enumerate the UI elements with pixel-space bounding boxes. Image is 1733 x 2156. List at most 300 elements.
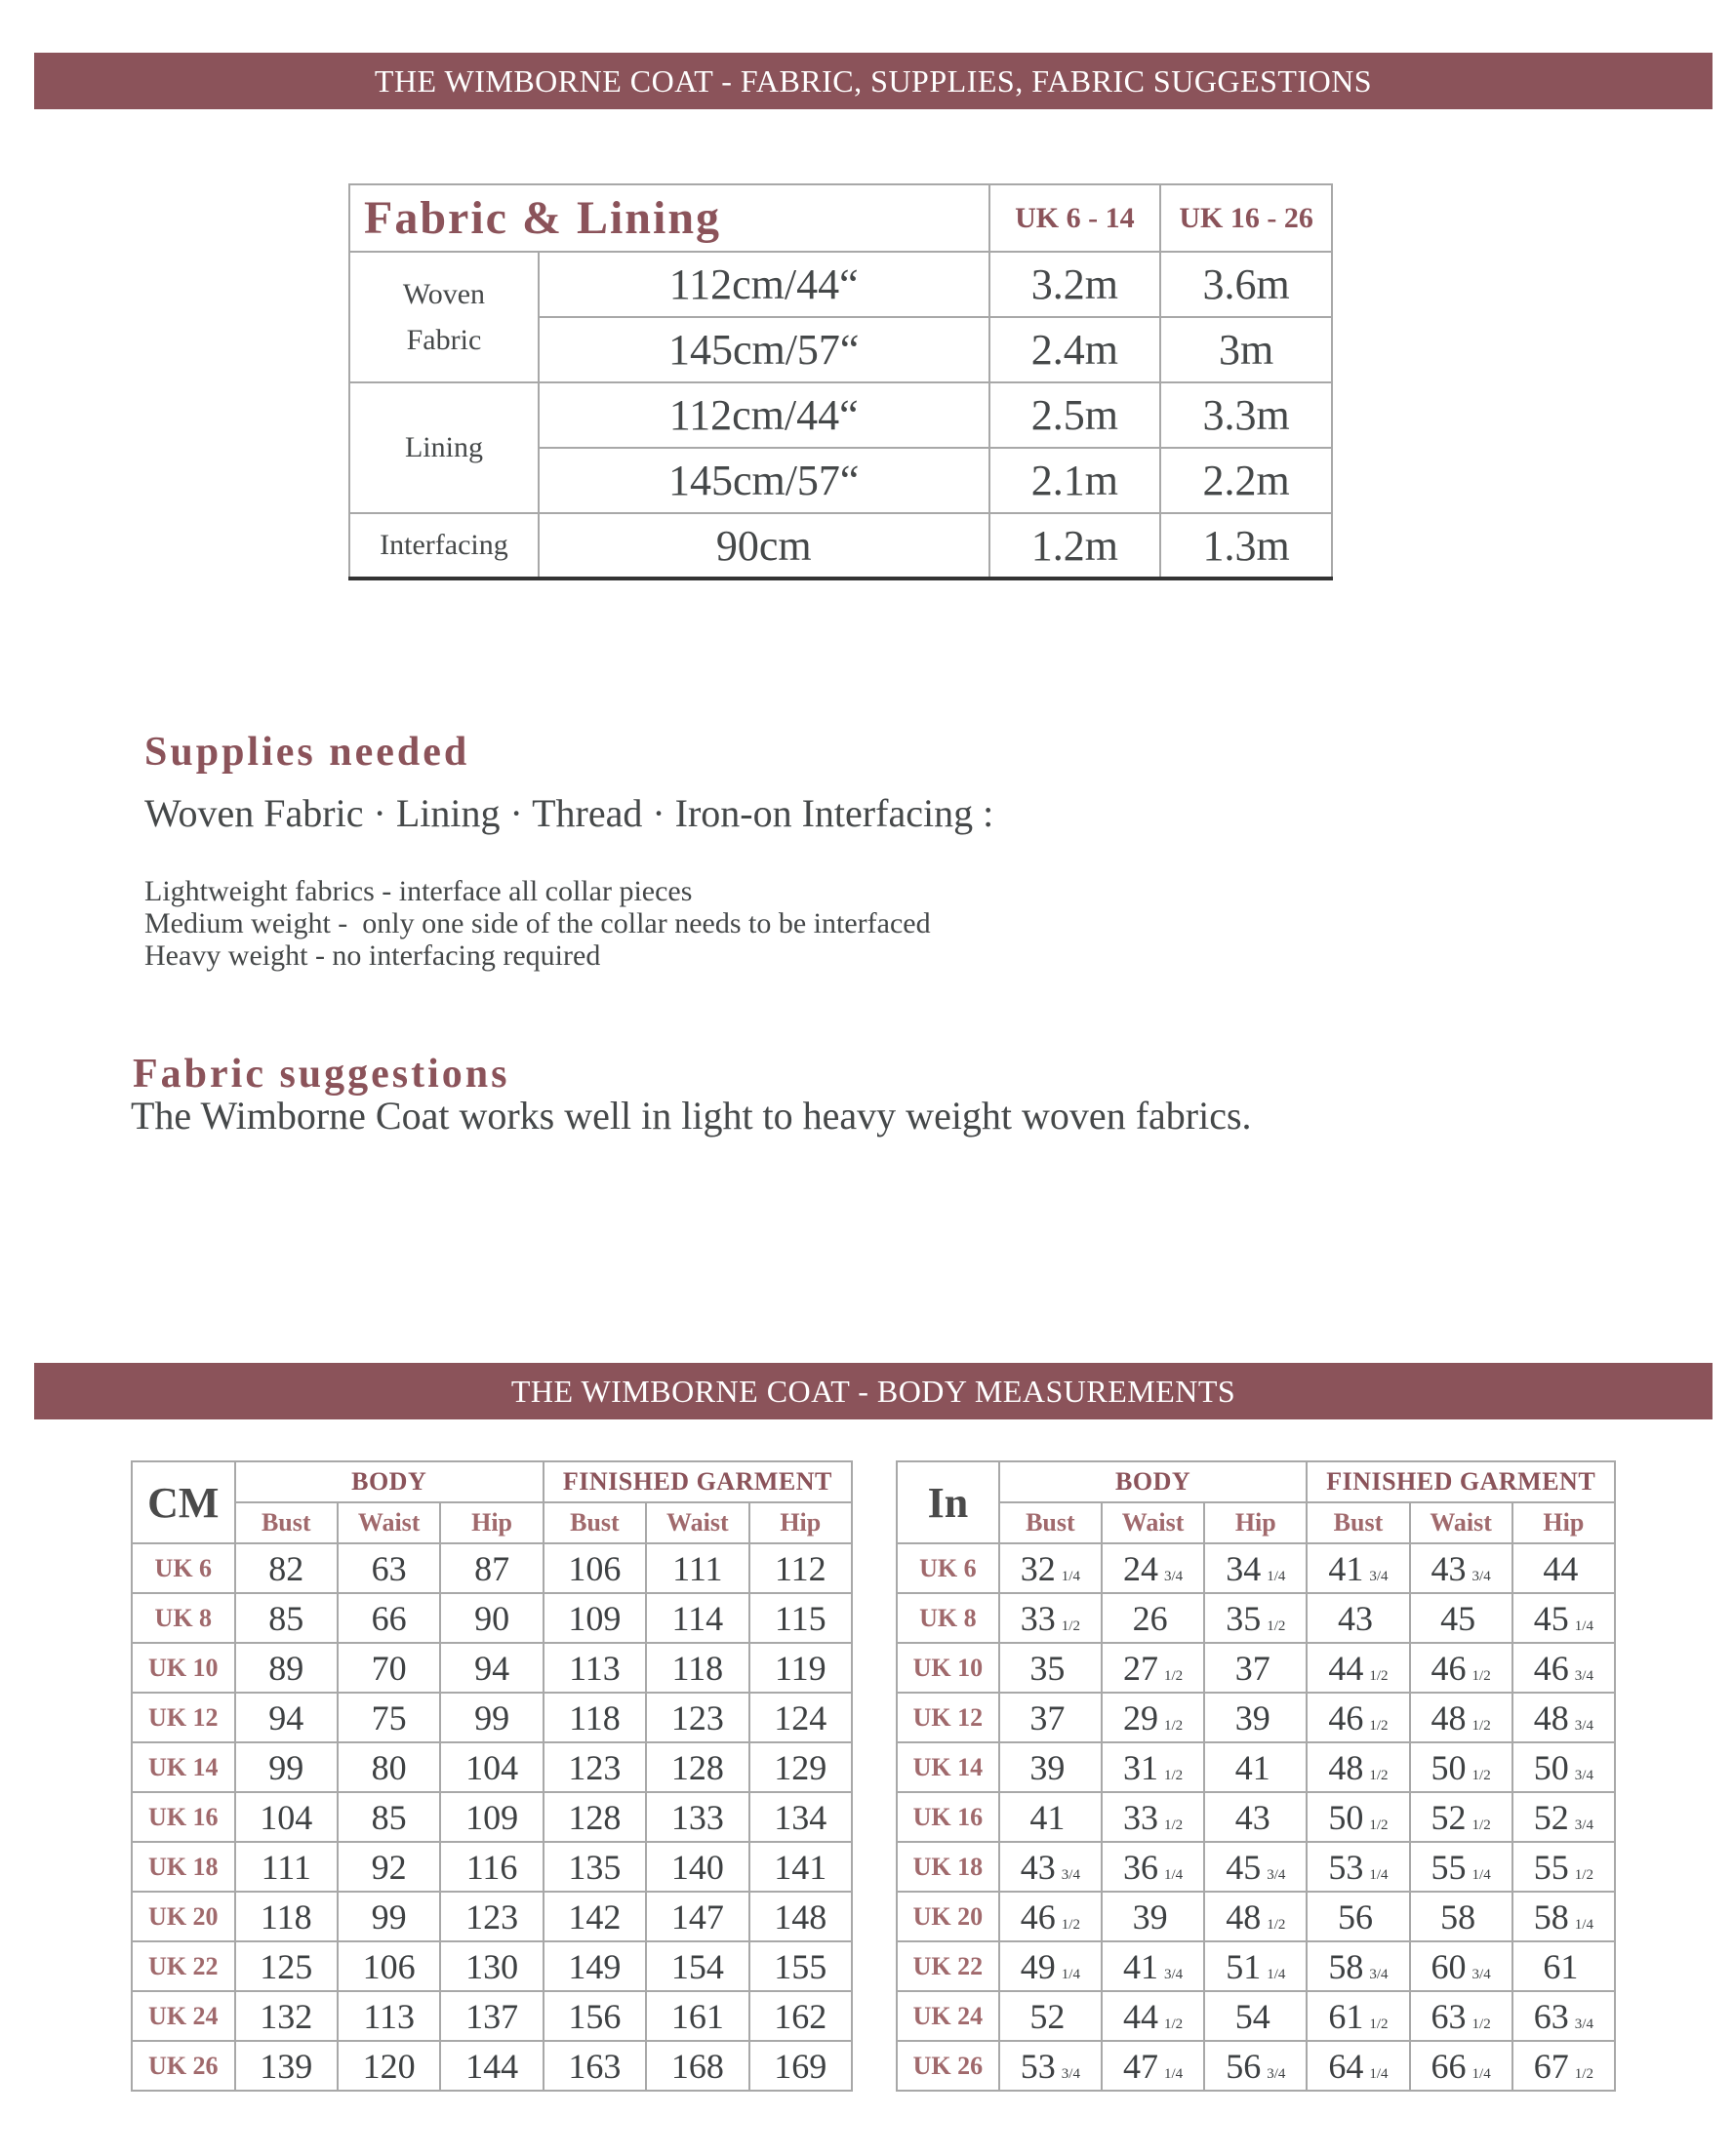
column-header: Waist (646, 1502, 748, 1543)
measurement-whole: 43 (1431, 1548, 1467, 1588)
size-label: UK 6 (132, 1543, 235, 1593)
measurement-cell (1512, 1842, 1615, 1892)
column-header: Bust (999, 1502, 1102, 1543)
measurement-cell (1102, 1593, 1204, 1643)
group-header-body: BODY (999, 1461, 1308, 1502)
measurement-fraction: 3/4 (1369, 1966, 1389, 1982)
measurement-fraction: 3/4 (1471, 1568, 1491, 1584)
interfacing-note: Heavy weight - no interfacing required (144, 939, 601, 972)
measurement-cell (1102, 2041, 1204, 2091)
measurement-cell (1307, 1892, 1409, 1941)
measurement-cell (1102, 1543, 1204, 1593)
measurement-whole: 47 (1122, 2046, 1158, 2086)
measurement-fraction: 1/2 (1574, 1866, 1593, 1883)
measurement-cell: 104 (235, 1792, 338, 1842)
measurement-whole: 41 (1029, 1797, 1066, 1837)
measurement-fraction: 1/2 (1163, 1667, 1184, 1684)
measurement-cell (1307, 1543, 1409, 1593)
measurement-whole: 36 (1122, 1847, 1158, 1887)
measurement-cell: 113 (338, 1991, 440, 2041)
measurement-cell (1410, 1991, 1512, 2041)
measurement-whole: 49 (1020, 1946, 1056, 1986)
measurement-cell: 119 (749, 1643, 852, 1693)
measurement-cell (1102, 1792, 1204, 1842)
measurement-cell (999, 1842, 1102, 1892)
size-label: UK 6 (897, 1543, 999, 1593)
column-header: Bust (1307, 1502, 1409, 1543)
measurement-cell (1204, 1543, 1307, 1593)
measurement-cell (1307, 1593, 1409, 1643)
size-label: UK 18 (897, 1842, 999, 1892)
measurement-whole: 37 (1029, 1697, 1066, 1737)
quantity-small: 1.2m (989, 513, 1161, 579)
measurement-cell: 89 (235, 1643, 338, 1693)
measurement-fraction: 3/4 (1574, 1667, 1593, 1684)
measurement-fraction: 1/4 (1471, 1866, 1491, 1883)
fabric-table-header-row (349, 184, 1332, 252)
measurement-whole: 52 (1029, 1996, 1066, 2036)
table-row (349, 513, 1332, 579)
measurement-fraction: 1/2 (1471, 1717, 1491, 1734)
measurement-cell: 94 (235, 1693, 338, 1742)
column-header: Waist (1102, 1502, 1204, 1543)
measurement-cell (1102, 1892, 1204, 1941)
measurement-cell (1204, 1693, 1307, 1742)
group-header-row (897, 1461, 1615, 1502)
table-row (897, 1892, 1615, 1941)
measurement-cell (999, 1941, 1102, 1991)
table-row (897, 1593, 1615, 1643)
measurement-cell (1512, 1593, 1615, 1643)
measurement-whole: 34 (1226, 1548, 1262, 1588)
measurement-whole: 32 (1020, 1548, 1056, 1588)
measurement-fraction: 3/4 (1267, 2065, 1286, 2082)
size-label: UK 14 (132, 1742, 235, 1792)
table-row (132, 1643, 852, 1693)
measurement-cell (1204, 1892, 1307, 1941)
group-header-row (132, 1461, 852, 1502)
measurement-whole: 46 (1020, 1896, 1056, 1936)
measurement-cell: 140 (646, 1842, 748, 1892)
measurement-whole: 33 (1020, 1598, 1056, 1638)
group-header-finished: FINISHED GARMENT (1307, 1461, 1615, 1502)
measurement-whole: 33 (1122, 1797, 1158, 1837)
measurement-cell: 82 (235, 1543, 338, 1593)
measurement-whole: 60 (1431, 1946, 1467, 1986)
measurement-cell (1204, 1842, 1307, 1892)
measurement-whole: 61 (1328, 1996, 1364, 2036)
size-label: UK 14 (897, 1742, 999, 1792)
table-row (132, 1991, 852, 2041)
measurement-whole: 45 (1226, 1847, 1262, 1887)
size-label: UK 18 (132, 1842, 235, 1892)
measurement-cell (1410, 1892, 1512, 1941)
measurement-fraction: 1/2 (1471, 1817, 1491, 1833)
measurement-fraction: 1/2 (1369, 1817, 1389, 1833)
column-header: Hip (749, 1502, 852, 1543)
measurement-cell: 66 (338, 1593, 440, 1643)
measurement-whole: 61 (1543, 1946, 1579, 1986)
measurement-cell (1204, 2041, 1307, 2091)
size-label: UK 16 (897, 1792, 999, 1842)
measurement-fraction: 1/4 (1369, 1866, 1389, 1883)
measurement-cell (1102, 1991, 1204, 2041)
measurement-whole: 24 (1122, 1548, 1158, 1588)
measurement-cell (999, 1643, 1102, 1693)
quantity-small: 3.2m (989, 252, 1161, 317)
size-label: UK 8 (897, 1593, 999, 1643)
measurement-fraction: 1/4 (1574, 1617, 1593, 1634)
measurement-whole: 39 (1234, 1697, 1270, 1737)
measurement-cell: 114 (646, 1593, 748, 1643)
measurement-cell: 124 (749, 1693, 852, 1742)
measurement-cell (999, 1693, 1102, 1742)
measurement-cell (1410, 1543, 1512, 1593)
column-header: Hip (1512, 1502, 1615, 1543)
measurement-cell: 75 (338, 1693, 440, 1742)
unit-label: In (897, 1461, 999, 1543)
measurement-cell (1410, 1842, 1512, 1892)
measurement-cell: 111 (235, 1842, 338, 1892)
supplies-heading: Supplies needed (144, 730, 470, 775)
measurement-whole: 64 (1328, 2046, 1364, 2086)
measurement-fraction: 1/4 (1061, 1966, 1080, 1982)
measurement-cell: 99 (338, 1892, 440, 1941)
table-row (897, 1643, 1615, 1693)
measurement-cell: 148 (749, 1892, 852, 1941)
measurement-cell: 128 (646, 1742, 748, 1792)
column-header-row (897, 1502, 1615, 1543)
measurement-cell: 135 (544, 1842, 646, 1892)
size-label: UK 8 (132, 1593, 235, 1643)
measurement-cell: 125 (235, 1941, 338, 1991)
measurement-cell (999, 1742, 1102, 1792)
measurement-whole: 43 (1020, 1847, 1056, 1887)
measurement-cell: 118 (544, 1693, 646, 1742)
table-row (132, 1593, 852, 1643)
measurement-cell (1204, 1991, 1307, 2041)
measurement-whole: 46 (1431, 1648, 1467, 1688)
measurements-table-inches (896, 1460, 1616, 2092)
measurement-whole: 44 (1122, 1996, 1158, 2036)
measurement-cell (999, 1792, 1102, 1842)
measurement-cell: 137 (440, 1991, 543, 2041)
measurement-whole: 43 (1337, 1598, 1373, 1638)
table-row (897, 1543, 1615, 1593)
measurement-cell (1410, 1593, 1512, 1643)
measurement-whole: 27 (1122, 1648, 1158, 1688)
measurement-cell: 161 (646, 1991, 748, 2041)
measurement-fraction: 1/2 (1471, 1767, 1491, 1783)
measurement-whole: 44 (1543, 1548, 1579, 1588)
measurement-cell: 128 (544, 1792, 646, 1842)
fabric-lining-table (348, 183, 1333, 580)
measurement-cell (999, 1991, 1102, 2041)
measurement-cell (1204, 1593, 1307, 1643)
quantity-small: 2.1m (989, 448, 1161, 513)
measurement-whole: 35 (1226, 1598, 1262, 1638)
measurement-whole: 58 (1440, 1896, 1476, 1936)
measurement-cell: 99 (440, 1693, 543, 1742)
measurement-whole: 58 (1533, 1896, 1569, 1936)
measurement-cell (1307, 1742, 1409, 1792)
measurement-whole: 67 (1533, 2046, 1569, 2086)
size-label: UK 16 (132, 1792, 235, 1842)
measurement-cell: 104 (440, 1742, 543, 1792)
measurement-cell: 118 (646, 1643, 748, 1693)
measurement-cell (1307, 1991, 1409, 2041)
measurement-whole: 46 (1328, 1697, 1364, 1737)
column-header: Waist (338, 1502, 440, 1543)
measurement-cell (1102, 1643, 1204, 1693)
measurement-cell: 113 (544, 1643, 646, 1693)
measurement-whole: 56 (1337, 1896, 1373, 1936)
measurement-cell (1410, 1643, 1512, 1693)
measurement-whole: 53 (1020, 2046, 1056, 2086)
size-header-large: UK 16 - 26 (1160, 184, 1332, 252)
table-row (897, 1991, 1615, 2041)
size-label: UK 10 (897, 1643, 999, 1693)
measurement-fraction: 1/2 (1163, 2016, 1184, 2032)
quantity-large: 3.3m (1160, 382, 1332, 448)
fabric-width: 145cm/57“ (539, 448, 989, 513)
measurement-cell (1307, 1643, 1409, 1693)
measurement-whole: 51 (1226, 1946, 1262, 1986)
measurement-cell: 85 (338, 1792, 440, 1842)
measurement-fraction: 3/4 (1574, 1717, 1593, 1734)
measurement-cell: 116 (440, 1842, 543, 1892)
size-label: UK 22 (132, 1941, 235, 1991)
measurement-whole: 50 (1328, 1797, 1364, 1837)
fabric-suggestions-heading: Fabric suggestions (133, 1052, 510, 1097)
quantity-small: 2.5m (989, 382, 1161, 448)
size-label: UK 20 (132, 1892, 235, 1941)
measurement-cell (1512, 1792, 1615, 1842)
table-row (132, 1842, 852, 1892)
measurement-fraction: 1/2 (1471, 2016, 1491, 2032)
measurement-fraction: 1/4 (1163, 1866, 1184, 1883)
measurement-fraction: 1/2 (1267, 1617, 1286, 1634)
measurement-cell: 92 (338, 1842, 440, 1892)
measurement-cell: 129 (749, 1742, 852, 1792)
measurement-cell: 112 (749, 1543, 852, 1593)
measurement-cell: 63 (338, 1543, 440, 1593)
group-header-body: BODY (235, 1461, 544, 1502)
measurement-cell (1307, 1941, 1409, 1991)
measurement-fraction: 1/2 (1061, 1916, 1080, 1933)
measurement-fraction: 1/2 (1574, 2065, 1593, 2082)
measurement-cell: 123 (646, 1693, 748, 1742)
section-banner-fabric: THE WIMBORNE COAT - FABRIC, SUPPLIES, FABRIC SUGGESTIONS (34, 53, 1713, 109)
quantity-large: 3.6m (1160, 252, 1332, 317)
size-label: UK 26 (897, 2041, 999, 2091)
measurement-cell: 80 (338, 1742, 440, 1792)
measurement-whole: 50 (1431, 1747, 1467, 1787)
fabric-suggestions-text: The Wimborne Coat works well in light to heavy weight woven fabrics. (131, 1094, 1252, 1138)
measurement-whole: 63 (1533, 1996, 1569, 2036)
measurement-fraction: 1/2 (1163, 1717, 1184, 1734)
size-label: UK 26 (132, 2041, 235, 2091)
measurement-cell: 132 (235, 1991, 338, 2041)
measurement-cell (1512, 1892, 1615, 1941)
measurement-fraction: 3/4 (1369, 1568, 1389, 1584)
measurement-cell: 94 (440, 1643, 543, 1693)
measurement-whole: 46 (1533, 1648, 1569, 1688)
measurement-cell: 115 (749, 1593, 852, 1643)
supplies-list: Woven Fabric · Lining · Thread · Iron-on Interfacing : (144, 791, 994, 835)
column-header: Hip (1204, 1502, 1307, 1543)
measurement-whole: 43 (1234, 1797, 1270, 1837)
category-woven-fabric (349, 252, 539, 382)
column-header: Hip (440, 1502, 543, 1543)
measurement-fraction: 1/2 (1163, 1767, 1184, 1783)
table-row (132, 1941, 852, 1991)
measurement-cell: 70 (338, 1643, 440, 1693)
table-row (132, 1693, 852, 1742)
table-row (349, 252, 1332, 317)
unit-label: CM (132, 1461, 235, 1543)
measurement-cell: 144 (440, 2041, 543, 2091)
measurement-cell (1204, 1742, 1307, 1792)
measurement-fraction: 3/4 (1163, 1568, 1184, 1584)
size-label: UK 12 (897, 1693, 999, 1742)
table-row (897, 1941, 1615, 1991)
section-banner-measurements: THE WIMBORNE COAT - BODY MEASUREMENTS (34, 1363, 1713, 1419)
measurement-cell: 106 (544, 1543, 646, 1593)
size-header-small: UK 6 - 14 (989, 184, 1161, 252)
measurement-fraction: 1/4 (1267, 1568, 1286, 1584)
measurement-cell (1410, 1693, 1512, 1742)
measurement-cell: 154 (646, 1941, 748, 1991)
fabric-width: 112cm/44“ (539, 252, 989, 317)
measurements-table-cm (131, 1460, 853, 2092)
measurement-cell (1512, 2041, 1615, 2091)
measurement-cell: 87 (440, 1543, 543, 1593)
measurement-whole: 31 (1122, 1747, 1158, 1787)
measurement-fraction: 1/4 (1369, 2065, 1389, 2082)
measurement-whole: 52 (1533, 1797, 1569, 1837)
measurement-fraction: 1/2 (1369, 2016, 1389, 2032)
measurement-whole: 53 (1328, 1847, 1364, 1887)
table-row (897, 2041, 1615, 2091)
size-label: UK 24 (897, 1991, 999, 2041)
measurement-cell (1102, 1842, 1204, 1892)
size-label: UK 20 (897, 1892, 999, 1941)
column-header-row (132, 1502, 852, 1543)
measurement-fraction: 3/4 (1061, 2065, 1080, 2082)
measurement-cell (1410, 1941, 1512, 1991)
measurement-cell: 133 (646, 1792, 748, 1842)
measurement-fraction: 1/2 (1061, 1617, 1080, 1634)
measurement-whole: 52 (1431, 1797, 1467, 1837)
category-label: Woven Fabric (402, 278, 486, 356)
measurement-whole: 39 (1132, 1896, 1168, 1936)
table-row (897, 1693, 1615, 1742)
measurement-cell (1204, 1643, 1307, 1693)
measurement-cell (1410, 1792, 1512, 1842)
measurement-whole: 48 (1328, 1747, 1364, 1787)
quantity-large: 1.3m (1160, 513, 1332, 579)
measurement-cell (999, 1593, 1102, 1643)
measurement-cell (1102, 1742, 1204, 1792)
measurement-cell: 130 (440, 1941, 543, 1991)
fabric-width: 112cm/44“ (539, 382, 989, 448)
measurement-fraction: 1/2 (1163, 1817, 1184, 1833)
measurement-fraction: 1/4 (1267, 1966, 1286, 1982)
measurement-cell (1204, 1792, 1307, 1842)
measurement-fraction: 3/4 (1574, 1817, 1593, 1833)
measurement-whole: 39 (1029, 1747, 1066, 1787)
table-row (349, 382, 1332, 448)
category-interfacing: Interfacing (349, 513, 539, 579)
measurement-whole: 26 (1132, 1598, 1168, 1638)
measurement-fraction: 1/2 (1369, 1717, 1389, 1734)
measurement-whole: 56 (1226, 2046, 1262, 2086)
measurement-whole: 54 (1234, 1996, 1270, 2036)
measurement-whole: 55 (1431, 1847, 1467, 1887)
quantity-large: 3m (1160, 317, 1332, 382)
measurement-cell: 118 (235, 1892, 338, 1941)
measurement-whole: 48 (1226, 1896, 1262, 1936)
measurement-cell (1512, 1693, 1615, 1742)
column-header: Bust (235, 1502, 338, 1543)
measurement-fraction: 3/4 (1574, 1767, 1593, 1783)
measurement-cell: 111 (646, 1543, 748, 1593)
measurement-cell (1204, 1941, 1307, 1991)
measurement-fraction: 3/4 (1267, 1866, 1286, 1883)
measurement-whole: 37 (1234, 1648, 1270, 1688)
measurement-whole: 66 (1431, 2046, 1467, 2086)
table-row (132, 1892, 852, 1941)
table-row (897, 1842, 1615, 1892)
size-label: UK 10 (132, 1643, 235, 1693)
table-row (132, 1543, 852, 1593)
measurement-cell: 147 (646, 1892, 748, 1941)
size-label: UK 24 (132, 1991, 235, 2041)
measurement-whole: 35 (1029, 1648, 1066, 1688)
measurement-cell (1512, 1742, 1615, 1792)
table-row (132, 1742, 852, 1792)
measurement-cell (1307, 1842, 1409, 1892)
measurement-cell: 109 (544, 1593, 646, 1643)
measurement-cell (1512, 1643, 1615, 1693)
fabric-table-title: Fabric & Lining (349, 184, 989, 252)
measurement-cell: 120 (338, 2041, 440, 2091)
measurement-whole: 29 (1122, 1697, 1158, 1737)
measurement-fraction: 3/4 (1163, 1966, 1184, 1982)
column-header: Waist (1410, 1502, 1512, 1543)
measurement-cell (1102, 1693, 1204, 1742)
measurement-fraction: 1/4 (1574, 1916, 1593, 1933)
measurement-cell (1307, 2041, 1409, 2091)
measurement-fraction: 1/4 (1471, 2065, 1491, 2082)
measurement-fraction: 1/4 (1061, 1568, 1080, 1584)
measurement-fraction: 3/4 (1574, 2016, 1593, 2032)
measurement-cell: 155 (749, 1941, 852, 1991)
measurement-cell: 142 (544, 1892, 646, 1941)
quantity-large: 2.2m (1160, 448, 1332, 513)
measurement-cell: 99 (235, 1742, 338, 1792)
measurement-cell: 134 (749, 1792, 852, 1842)
category-lining: Lining (349, 382, 539, 513)
interfacing-note: Lightweight fabrics - interface all collar pieces (144, 875, 693, 907)
measurement-cell: 123 (440, 1892, 543, 1941)
measurement-whole: 48 (1431, 1697, 1467, 1737)
measurement-cell (1102, 1941, 1204, 1991)
measurement-cell (999, 1892, 1102, 1941)
size-label: UK 12 (132, 1693, 235, 1742)
measurement-whole: 41 (1328, 1548, 1364, 1588)
